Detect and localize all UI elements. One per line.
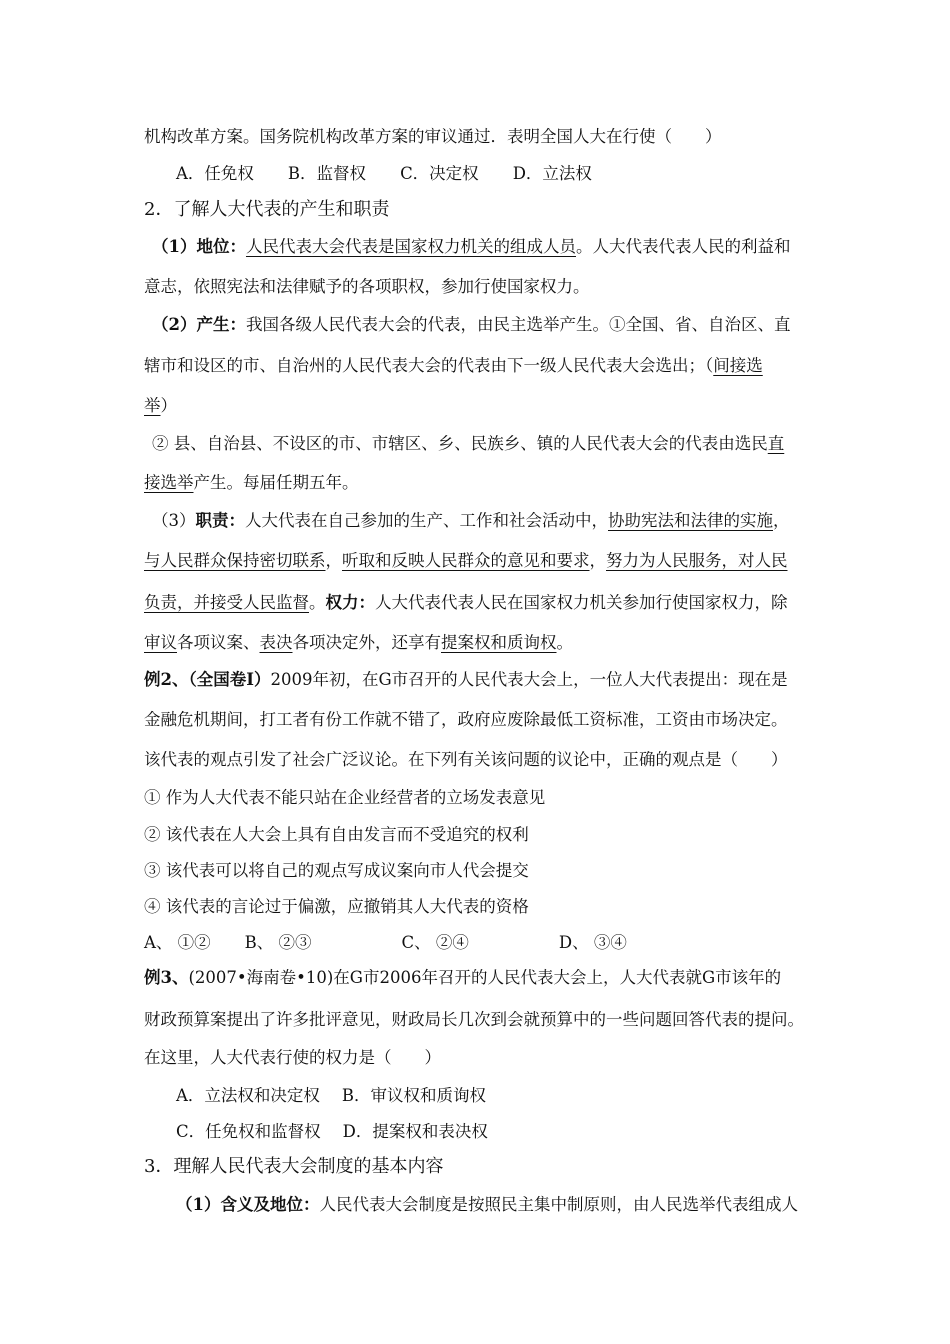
text-span: 各项决定外，还享有	[292, 633, 441, 652]
text-span: ，	[325, 551, 342, 570]
label-powers: 权力：	[325, 593, 375, 612]
text-span: 产生。每届任期五年。	[193, 473, 359, 492]
text-line	[152, 433, 850, 455]
text-span: 2009年初，在G市召开的人民代表大会上，一位人大代表提出：现在是	[270, 670, 788, 689]
text-span: 人民代表大会制度是按照民主集中制原则，由人民选举代表组成人	[319, 1195, 798, 1214]
text-line: 机构改革方案。国务院机构改革方案的审议通过．表明全国人大在行使（ ）	[144, 127, 722, 146]
section-3-heading: 3．理解人民代表大会制度的基本内容	[144, 1156, 444, 1177]
text-span: 我国各级人民代表大会的代表，由民主选举产生。①全国、省、自治区、直	[245, 315, 791, 334]
text-span: ，	[589, 551, 606, 570]
text-span: 各项议案、	[177, 633, 260, 652]
example-3-options-row2	[176, 1121, 850, 1143]
text-span: 人大代表代表人民在国家权力机关参加行使国家权力，除	[375, 593, 788, 612]
text-span: （3）	[152, 511, 196, 530]
underlined-text: 接选举	[144, 473, 194, 492]
underlined-text: 直	[767, 434, 785, 453]
list-item: ③ 该代表可以将自己的观点写成议案向市人代会提交	[144, 861, 529, 880]
list-item: ① 作为人大代表不能只站在企业经营者的立场发表意见	[144, 788, 546, 807]
text-span: ② 县、自治县、不设区的市、市辖区、乡、民族乡、镇的人民代表大会的代表由选民	[152, 434, 768, 453]
paragraph-origin	[152, 314, 850, 336]
text-span: 。	[309, 593, 326, 612]
underlined-text: 人民代表大会代表是国家权力机关的组成人员	[245, 237, 576, 256]
text-line	[144, 550, 850, 572]
paragraph-meaning	[176, 1194, 850, 1216]
option-d: D、 ③④	[558, 933, 627, 952]
text-line	[144, 395, 850, 417]
option-c: C、 ②④	[401, 933, 469, 952]
text-line: 意志，依照宪法和法律赋予的各项职权，参加行使国家权力。	[144, 277, 590, 296]
text-span: 人大代表在自己参加的生产、工作和社会活动中，	[245, 511, 608, 530]
label-duties: 职责：	[195, 511, 245, 530]
option-d: D．提案权和表决权	[342, 1122, 488, 1141]
underlined-text: 协助宪法和法律的实施	[608, 511, 773, 530]
option-a: A．立法权和决定权	[176, 1086, 320, 1105]
label-meaning: （1）含义及地位：	[176, 1195, 320, 1214]
text-line	[144, 355, 850, 377]
text-line	[144, 592, 850, 614]
paragraph-duties	[152, 510, 850, 532]
label-origin: （2）产生：	[152, 315, 246, 334]
underlined-text: 表决	[259, 633, 293, 652]
example-label: 例3、	[144, 968, 189, 987]
q1-options	[176, 163, 850, 185]
underlined-text: 听取和反映人民群众的意见和要求	[342, 551, 590, 570]
text-line	[144, 632, 850, 654]
text-span: 。	[556, 633, 573, 652]
text-line	[144, 472, 850, 494]
example-label: 例2、（全国卷Ⅰ）	[144, 670, 271, 689]
text-line: 该代表的观点引发了社会广泛议论。在下列有关该问题的议论中，正确的观点是（ ）	[144, 750, 788, 769]
text-span: ，	[773, 511, 790, 530]
underlined-text: 与人民群众保持密切联系	[144, 551, 326, 570]
example-2-heading	[144, 669, 850, 691]
list-item: ② 该代表在人大会上具有自由发言而不受追究的权利	[144, 825, 529, 844]
text-span: (2007•海南卷•10)在G市2006年召开的人民代表大会上，人大代表就G市该年的	[188, 968, 782, 987]
underlined-text: 举	[144, 396, 161, 415]
option-d: D．立法权	[512, 164, 592, 183]
text-line: 金融危机期间，打工者有份工作就不错了，政府应废除最低工资标准，工资由市场决定。	[144, 710, 788, 729]
text-span: ）	[160, 396, 177, 415]
option-a: A．任免权	[176, 164, 254, 183]
option-b: B．审议权和质询权	[341, 1086, 487, 1105]
underlined-text: 提案权和质询权	[441, 633, 557, 652]
example-2-options	[144, 932, 850, 954]
example-3-heading	[144, 967, 850, 989]
underlined-text: 负责，并接受人民监督	[144, 593, 309, 612]
option-b: B、 ②③	[244, 933, 312, 952]
list-item: ④ 该代表的言论过于偏激，应撤销其人大代表的资格	[144, 897, 529, 916]
option-c: C．决定权	[400, 164, 479, 183]
text-span: 辖市和设区的市、自治州的人民代表大会的代表由下一级人民代表大会选出；（	[144, 356, 714, 375]
underlined-text: 间接选	[713, 356, 763, 375]
option-b: B．监督权	[287, 164, 367, 183]
text-line: 在这里，人大代表行使的权力是（ ）	[144, 1048, 441, 1067]
underlined-text: 努力为人民服务，对人民	[606, 551, 788, 570]
label-status: （1）地位：	[152, 237, 246, 256]
paragraph-status	[152, 236, 850, 258]
text-span: 。人大代表代表人民的利益和	[575, 237, 791, 256]
example-3-options-row1	[176, 1085, 850, 1107]
text-line: 财政预算案提出了许多批评意见，财政局长几次到会就预算中的一些问题回答代表的提问。	[144, 1010, 804, 1029]
option-a: A、 ①②	[144, 933, 211, 952]
underlined-text: 审议	[144, 633, 177, 652]
option-c: C．任免权和监督权	[176, 1122, 321, 1141]
section-2-heading: 2．了解人大代表的产生和职责	[144, 199, 390, 220]
